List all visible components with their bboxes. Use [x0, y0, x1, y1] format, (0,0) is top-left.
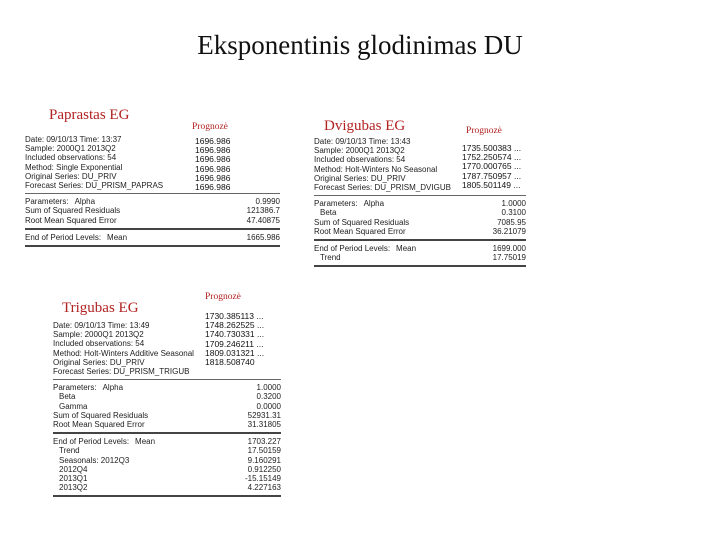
- header-line: Date: 09/10/13 Time: 13:43: [314, 137, 411, 146]
- divider: [314, 239, 526, 241]
- forecast-value: 1696.986: [195, 136, 231, 146]
- parameter-row: [25, 216, 280, 225]
- parameter-value: 0.9990: [255, 197, 280, 207]
- parameter-name: Root Mean Squared Error: [25, 215, 117, 225]
- header-line: Method: Holt-Winters No Seasonal: [314, 164, 438, 174]
- parameter-sub: Beta: [59, 392, 76, 402]
- forecast-value: 1748.262525 ...: [205, 320, 265, 331]
- parameter-row: [53, 383, 281, 392]
- forecast-value: 1740.730331 ...: [205, 329, 265, 340]
- header-line: Included observations: 54: [25, 153, 117, 163]
- divider: [25, 193, 280, 194]
- parameter-value: 0.0000: [256, 401, 281, 411]
- header-line: Included observations: 54: [53, 339, 145, 349]
- parameter-name: Root Mean Squared Error: [53, 420, 145, 430]
- level-value: -15.15149: [244, 474, 281, 484]
- level-row: [53, 446, 281, 455]
- parameter-value: 31.31805: [247, 420, 281, 430]
- level-sub: Mean: [396, 244, 417, 254]
- header-line: Date: 09/10/13 Time: 13:37: [25, 135, 122, 144]
- level-value: 17.75019: [492, 253, 526, 263]
- parameter-value: 121386.7: [246, 206, 280, 216]
- simple-es-label: Paprastas EG: [49, 107, 130, 123]
- double-es-label: Dvigubas EG: [324, 118, 406, 134]
- level-row: [314, 244, 526, 253]
- divider: [53, 495, 281, 497]
- level-sub: Seasonals: 2012Q3: [59, 455, 130, 465]
- forecast-value: 1818.508740: [205, 357, 255, 368]
- parameter-name: Sum of Squared Residuals: [53, 410, 149, 420]
- level-value: 1699.000: [492, 244, 526, 254]
- parameter-sub: Gamma: [59, 401, 88, 411]
- parameter-name: Parameters:: [53, 383, 97, 393]
- forecast-value: 1805.501149 ...: [462, 179, 521, 190]
- divider: [53, 432, 281, 434]
- header-line: Original Series: DU_PRIV: [53, 357, 145, 367]
- level-row: [314, 253, 526, 262]
- parameter-sub: Alpha: [102, 383, 124, 393]
- header-line: Included observations: 54: [314, 155, 406, 165]
- level-row: [53, 465, 281, 474]
- parameter-row: [53, 392, 281, 401]
- parameter-row: [25, 197, 280, 206]
- simple-forecast-label: Prognozė: [192, 122, 228, 132]
- level-sub: Trend: [320, 253, 341, 263]
- triple-levels: [53, 437, 281, 492]
- forecast-value: 1696.986: [195, 154, 231, 165]
- page-title: Eksponentinis glodinimas DU: [197, 30, 523, 60]
- parameter-sub: Beta: [320, 208, 337, 218]
- triple-es-label: Trigubas EG: [62, 300, 139, 316]
- forecast-value: 1709.246211 ...: [205, 338, 264, 349]
- header-line: Forecast Series: DU_PRISM_PAPRAS: [25, 181, 164, 191]
- double-forecast-label: Prognozė: [466, 126, 502, 136]
- level-name: End of Period Levels:: [314, 244, 391, 254]
- simple-forecast-values: [195, 137, 230, 192]
- simple-header: [25, 135, 280, 193]
- level-sub: 2013Q1: [59, 474, 88, 484]
- parameter-sub: Alpha: [74, 197, 96, 207]
- level-value: 1665.986: [246, 232, 280, 242]
- level-name: End of Period Levels:: [53, 437, 130, 447]
- level-value: 0.912250: [247, 464, 281, 474]
- parameter-row: [53, 420, 281, 429]
- parameter-value: 36.21079: [492, 226, 526, 236]
- parameter-row: [314, 227, 526, 236]
- forecast-value: 1696.986: [195, 145, 231, 156]
- divider: [314, 265, 526, 267]
- level-row: [53, 437, 281, 446]
- forecast-value: 1770.000765 ...: [462, 161, 522, 172]
- parameter-row: [314, 218, 526, 227]
- header-line: Original Series: DU_PRIV: [314, 173, 406, 183]
- header-line: Method: Holt-Winters Additive Seasonal: [53, 348, 194, 358]
- level-row: [53, 474, 281, 483]
- header-line: Method: Single Exponential: [25, 162, 123, 172]
- forecast-value: 1787.750957 ...: [462, 170, 522, 181]
- simple-parameters: [25, 197, 280, 225]
- header-line: Original Series: DU_PRIV: [25, 171, 117, 181]
- header-line: Sample: 2000Q1 2013Q2: [25, 144, 116, 154]
- forecast-value: 1752.250574 ...: [462, 152, 522, 163]
- double-parameters: [314, 199, 526, 236]
- parameter-row: [314, 199, 526, 208]
- forecast-value: 1730.385113 ...: [205, 311, 264, 321]
- parameter-row: [25, 206, 280, 215]
- header-line: Forecast Series: DU_PRISM_DVIGUB: [314, 183, 451, 193]
- parameter-row: [314, 208, 526, 217]
- level-value: 17.50159: [247, 446, 281, 456]
- parameter-name: Sum of Squared Residuals: [314, 217, 410, 227]
- level-value: 9.160291: [247, 455, 281, 465]
- level-sub: Mean: [135, 437, 156, 447]
- parameter-value: 47.40875: [246, 215, 280, 225]
- header-line: Sample: 2000Q1 2013Q2: [314, 146, 405, 156]
- double-forecast-values: [462, 144, 521, 190]
- forecast-value: 1735.500383 ...: [462, 143, 522, 153]
- forecast-value: 1696.986: [195, 163, 231, 174]
- parameter-name: Root Mean Squared Error: [314, 226, 406, 236]
- forecast-value: 1696.986: [195, 172, 231, 183]
- forecast-value: 1809.031321 ...: [205, 347, 265, 358]
- level-row: [53, 456, 281, 465]
- parameter-value: 52931.31: [247, 410, 281, 420]
- level-sub: 2013Q2: [59, 483, 88, 493]
- simple-levels: [25, 233, 280, 242]
- header-line: Forecast Series: DU_PRISM_TRIGUB: [53, 367, 190, 377]
- triple-forecast-values: [205, 312, 264, 367]
- parameter-name: Sum of Squared Residuals: [25, 206, 121, 216]
- parameter-row: [53, 402, 281, 411]
- parameter-row: [53, 411, 281, 420]
- level-value: 4.227163: [247, 483, 281, 493]
- forecast-value: 1696.986: [195, 182, 231, 193]
- parameter-name: Parameters:: [25, 197, 69, 207]
- level-sub: Mean: [107, 232, 128, 242]
- parameter-value: 0.3100: [501, 208, 526, 218]
- simple-es-output: [25, 135, 280, 250]
- level-value: 1703.227: [247, 437, 281, 447]
- divider: [25, 228, 280, 230]
- parameter-sub: Alpha: [363, 199, 385, 209]
- double-levels: [314, 244, 526, 262]
- parameter-value: 0.3200: [256, 392, 281, 402]
- header-line: Sample: 2000Q1 2013Q2: [53, 330, 144, 340]
- triple-forecast-label: Prognozė: [205, 292, 241, 302]
- level-name: End of Period Levels:: [25, 232, 102, 242]
- parameter-value: 7085.95: [497, 217, 526, 227]
- level-row: [25, 233, 280, 242]
- divider: [53, 379, 281, 380]
- divider: [25, 245, 280, 247]
- header-line: Date: 09/10/13 Time: 13:49: [53, 321, 150, 330]
- parameter-value: 1.0000: [501, 199, 526, 209]
- triple-parameters: [53, 383, 281, 429]
- level-row: [53, 483, 281, 492]
- level-sub: 2012Q4: [59, 464, 88, 474]
- parameter-value: 1.0000: [256, 383, 281, 393]
- divider: [314, 195, 526, 196]
- level-sub: Trend: [59, 446, 80, 456]
- parameter-name: Parameters:: [314, 199, 358, 209]
